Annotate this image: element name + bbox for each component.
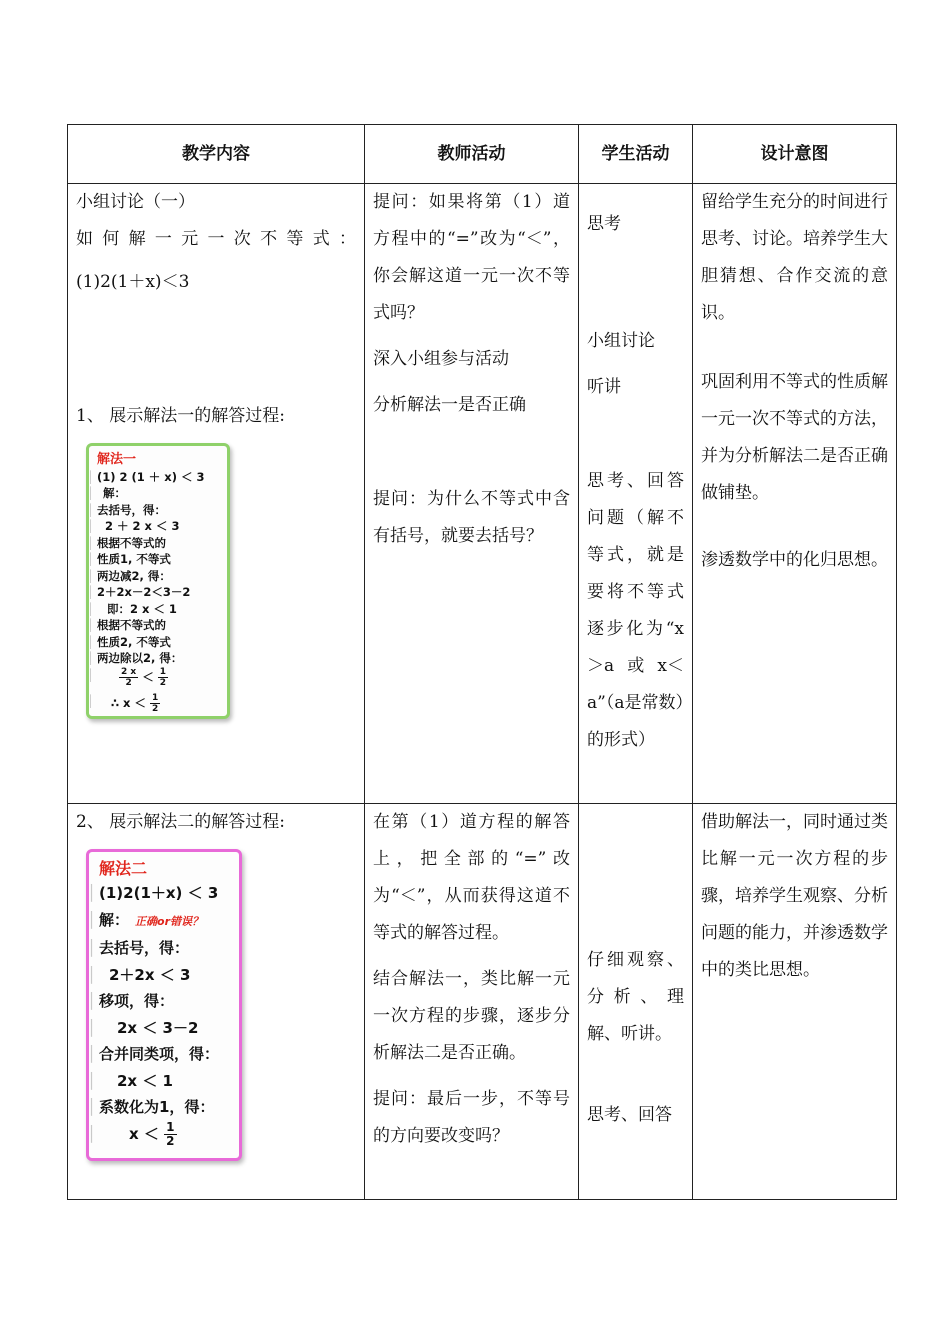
table-row	[68, 804, 897, 1200]
row2-content-cell	[68, 804, 365, 1200]
lesson-plan-table	[67, 124, 897, 1200]
teacher-question: 提问：为什么不等式中含有括号，就要去括号？	[373, 489, 570, 546]
fraction: $\frac{1}{2}$	[166, 1119, 175, 1148]
card-line: │ 即：2 x ＜ 1	[97, 601, 223, 618]
correct-or-wrong-tag: 正确or错误？	[135, 914, 203, 928]
card-line: │ 两边减2, 得：	[97, 568, 223, 585]
step-label: 2、 展示解法二的解答过程:	[76, 812, 285, 832]
fraction: │ $\frac{2 x}{2}$	[121, 666, 137, 688]
student-activity: 思考、回答	[587, 1105, 672, 1125]
solution-one-card	[86, 443, 230, 719]
card-result-line: │ ∴ x ＜ $\frac{1}{2}$	[97, 693, 223, 719]
card-line: │ 2 ＋ 2 x ＜ 3	[97, 518, 223, 535]
card-line: │ 2＋2x－2＜3－2	[97, 584, 223, 601]
header-student-activity: 学生活动	[579, 125, 693, 184]
teacher-activity: 结合解法一，类比解一元一次方程的步骤，逐步分析解法二是否正确。	[373, 969, 570, 1063]
student-activity: 仔细观察、分析、理解、听讲。	[587, 950, 684, 1044]
row1-teacher-cell	[365, 184, 579, 804]
row1-intent-cell	[693, 184, 897, 804]
card-line: │ 解：	[97, 485, 223, 502]
teacher-activity: 深入小组参与活动	[373, 349, 509, 369]
design-intent: 借助解法一，同时通过类比解一元一次方程的步骤，培养学生观察、分析问题的能力，并渗透数学中的类比思想。	[701, 812, 888, 980]
design-intent: 留给学生充分的时间进行思考、讨论。培养学生大胆猜想、合作交流的意识。	[701, 192, 888, 323]
card-line: │ (1)2(1＋x) ＜ 3	[99, 880, 235, 907]
design-intent: 渗透数学中的化归思想。	[701, 550, 888, 570]
card-line: │ 两边除以2, 得：	[97, 650, 223, 667]
header-design-intent: 设计意图	[693, 125, 897, 184]
row2-teacher-cell	[365, 804, 579, 1200]
card-line: │ (1) 2 (1 ＋ x) ＜ 3	[97, 469, 223, 486]
card-result-line: │ x ＜ $\frac{1}{2}$	[99, 1121, 235, 1148]
solution-two-card	[86, 849, 242, 1161]
header-row	[68, 125, 897, 184]
row1-student-cell	[579, 184, 693, 804]
card-line: │ 移项，得：	[99, 988, 235, 1015]
fraction: $\frac{1}{2}$	[159, 666, 166, 688]
header-teacher-activity: 教师活动	[365, 125, 579, 184]
teacher-question: 提问：如果将第（1）道方程中的“=”改为“＜”，你会解这道一元一次不等式吗？	[373, 192, 570, 323]
problem-statement: (1)2(1＋x)＜3	[76, 272, 190, 292]
card-line: │ 性质1, 不等式	[97, 551, 223, 568]
step-label: 1、 展示解法一的解答过程:	[76, 406, 285, 426]
table-row	[68, 184, 897, 804]
card-line: │ 去括号，得：	[97, 502, 223, 519]
teacher-activity: 分析解法一是否正确	[373, 395, 526, 415]
discussion-title: 小组讨论（一）	[76, 192, 195, 212]
card-line: │ 性质2, 不等式	[97, 634, 223, 651]
teacher-activity: 在第（1）道方程的解答上，把全部的“=”改为“＜”，从而获得这道不等式的解答过程。	[373, 812, 570, 943]
fraction: $\frac{1}{2}$	[151, 692, 159, 714]
card-line: │ 系数化为1，得：	[99, 1094, 235, 1121]
row1-content-cell	[68, 184, 365, 804]
card-line: │ 去括号，得：	[99, 935, 235, 962]
student-activity: 听讲	[587, 377, 621, 397]
row2-intent-cell	[693, 804, 897, 1200]
card-line: │ 合并同类项，得：	[99, 1041, 235, 1068]
card-line: │ 2x ＜ 3－2	[99, 1015, 235, 1042]
discussion-question: 如何解一元一次不等式：	[76, 229, 356, 249]
card-line: │ 2＋2x ＜ 3	[99, 962, 235, 989]
design-intent: 巩固利用不等式的性质解一元一次不等式的方法，并为分析解法二是否正确做铺垫。	[701, 372, 888, 503]
card-line: │ 解： 正确or错误？	[99, 907, 235, 936]
student-activity: 思考	[587, 214, 621, 234]
card-line: │ 根据不等式的	[97, 535, 223, 552]
card-title: 解法一	[97, 452, 137, 467]
card-fraction-line: │ $\frac{2 x}{2}$ ＜ $\frac{1}{2}$	[97, 667, 223, 693]
card-line: │ 2x ＜ 1	[99, 1068, 235, 1095]
card-line: │ 根据不等式的	[97, 617, 223, 634]
row2-student-cell	[579, 804, 693, 1200]
student-activity: 小组讨论	[587, 331, 655, 351]
card-title: 解法二	[99, 859, 148, 878]
student-activity: 思考、回答问题（解不等式，就是要将不等式逐步化为“x＞a或x＜a”（a是常数）的形式）	[587, 471, 684, 750]
header-teaching-content: 教学内容	[68, 125, 365, 184]
teacher-question: 提问：最后一步，不等号的方向要改变吗？	[373, 1089, 570, 1146]
